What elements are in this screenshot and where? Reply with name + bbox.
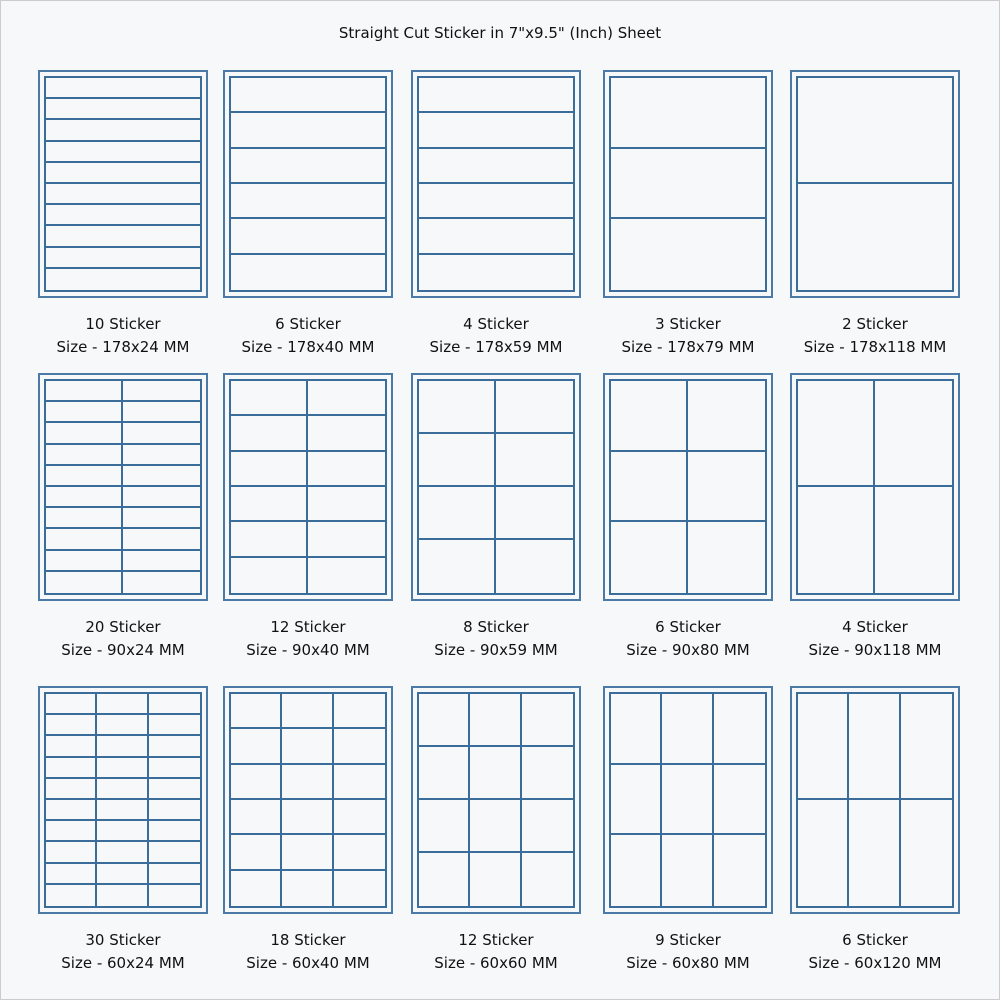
sticker-cell bbox=[46, 466, 123, 487]
sticker-cell bbox=[46, 226, 200, 247]
sticker-cell bbox=[231, 113, 385, 148]
sticker-size: Size - 178x79 MM bbox=[621, 338, 755, 356]
sticker-cell bbox=[46, 821, 97, 842]
sticker-cell bbox=[419, 434, 496, 487]
sheet-grid-lines bbox=[609, 379, 767, 595]
sticker-cell bbox=[231, 487, 308, 522]
sticker-cell bbox=[46, 184, 200, 205]
sticker-sheet bbox=[38, 373, 208, 601]
sticker-cell bbox=[46, 779, 97, 800]
sticker-cell bbox=[334, 835, 385, 870]
sticker-cell bbox=[611, 149, 765, 220]
sticker-cell bbox=[46, 163, 200, 184]
sticker-size: Size - 178x24 MM bbox=[56, 338, 190, 356]
sticker-cell bbox=[611, 835, 662, 906]
sticker-cell bbox=[149, 694, 200, 715]
sheet-label bbox=[396, 313, 596, 359]
sticker-cell bbox=[46, 269, 200, 290]
sticker-sheet bbox=[223, 686, 393, 914]
sticker-count: 4 Sticker bbox=[842, 618, 908, 636]
sticker-cell bbox=[231, 871, 282, 906]
sticker-cell bbox=[611, 452, 688, 523]
sticker-cell bbox=[282, 729, 333, 764]
sticker-count: 6 Sticker bbox=[655, 618, 721, 636]
sticker-cell bbox=[46, 78, 200, 99]
sticker-cell bbox=[849, 694, 900, 800]
sticker-cell bbox=[875, 381, 952, 487]
sticker-size: Size - 178x118 MM bbox=[803, 338, 947, 356]
sticker-cell bbox=[123, 508, 200, 529]
sticker-cell bbox=[231, 381, 308, 416]
sheet-label bbox=[396, 929, 596, 975]
sticker-cell bbox=[46, 715, 97, 736]
sticker-cell bbox=[496, 381, 573, 434]
sticker-cell bbox=[662, 765, 713, 836]
sticker-cell bbox=[46, 736, 97, 757]
sticker-cell bbox=[282, 765, 333, 800]
sticker-size: Size - 60x24 MM bbox=[61, 954, 185, 972]
sticker-cell bbox=[97, 694, 148, 715]
sticker-cell bbox=[419, 255, 573, 290]
sticker-cell bbox=[419, 694, 470, 747]
sheet-label bbox=[396, 616, 596, 662]
sticker-size: Size - 90x59 MM bbox=[434, 641, 558, 659]
sticker-sheet bbox=[38, 70, 208, 298]
sticker-sheet bbox=[223, 70, 393, 298]
sticker-cell bbox=[798, 381, 875, 487]
sticker-cell bbox=[611, 381, 688, 452]
sticker-cell bbox=[419, 853, 470, 906]
sticker-cell bbox=[688, 452, 765, 523]
sticker-count: 20 Sticker bbox=[85, 618, 161, 636]
sheet-grid-lines bbox=[229, 692, 387, 908]
sticker-cell bbox=[231, 452, 308, 487]
sticker-cell bbox=[97, 842, 148, 863]
sticker-cell bbox=[611, 522, 688, 593]
sticker-size: Size - 178x40 MM bbox=[241, 338, 375, 356]
sticker-cell bbox=[798, 800, 849, 906]
sticker-cell bbox=[231, 219, 385, 254]
sticker-sheet bbox=[790, 70, 960, 298]
sticker-sheet bbox=[223, 373, 393, 601]
sticker-cell bbox=[149, 864, 200, 885]
sticker-cell bbox=[688, 522, 765, 593]
sticker-cell bbox=[231, 694, 282, 729]
sticker-cell bbox=[46, 508, 123, 529]
sheet-label bbox=[775, 313, 975, 359]
sticker-count: 8 Sticker bbox=[463, 618, 529, 636]
sticker-sheet bbox=[411, 686, 581, 914]
sheet-label bbox=[588, 616, 788, 662]
sticker-sheet bbox=[603, 373, 773, 601]
sticker-cell bbox=[46, 99, 200, 120]
sticker-sheet bbox=[603, 70, 773, 298]
sticker-cell bbox=[149, 715, 200, 736]
sticker-cell bbox=[123, 551, 200, 572]
sticker-cell bbox=[282, 835, 333, 870]
sticker-cell bbox=[419, 219, 573, 254]
sticker-cell bbox=[308, 416, 385, 451]
sticker-cell bbox=[496, 540, 573, 593]
sticker-cell bbox=[334, 765, 385, 800]
sticker-cell bbox=[282, 800, 333, 835]
sticker-cell bbox=[419, 149, 573, 184]
sticker-count: 9 Sticker bbox=[655, 931, 721, 949]
sheet-grid-lines bbox=[44, 692, 202, 908]
sticker-count: 3 Sticker bbox=[655, 315, 721, 333]
sticker-cell bbox=[470, 694, 521, 747]
sticker-cell bbox=[611, 694, 662, 765]
sticker-cell bbox=[231, 800, 282, 835]
sticker-cell bbox=[334, 694, 385, 729]
sticker-cell bbox=[97, 864, 148, 885]
sticker-cell bbox=[231, 78, 385, 113]
sticker-cell bbox=[334, 800, 385, 835]
sticker-cell bbox=[282, 871, 333, 906]
sheet-grid-lines bbox=[417, 379, 575, 595]
sticker-cell bbox=[46, 381, 123, 402]
sticker-cell bbox=[46, 487, 123, 508]
sticker-cell bbox=[97, 779, 148, 800]
sticker-cell bbox=[522, 800, 573, 853]
sticker-cell bbox=[496, 434, 573, 487]
sticker-cell bbox=[522, 747, 573, 800]
page-title: Straight Cut Sticker in 7"x9.5" (Inch) Sheet bbox=[338, 24, 662, 42]
sticker-cell bbox=[123, 402, 200, 423]
sticker-cell bbox=[688, 381, 765, 452]
sticker-cell bbox=[231, 149, 385, 184]
sticker-cell bbox=[419, 78, 573, 113]
sticker-cell bbox=[419, 800, 470, 853]
sticker-cell bbox=[611, 765, 662, 836]
sticker-cell bbox=[46, 694, 97, 715]
sticker-cell bbox=[714, 765, 765, 836]
sticker-cell bbox=[149, 842, 200, 863]
sticker-count: 4 Sticker bbox=[463, 315, 529, 333]
sticker-count: 12 Sticker bbox=[458, 931, 534, 949]
sheet-grid-lines bbox=[609, 692, 767, 908]
sheet-grid-lines bbox=[796, 692, 954, 908]
sticker-cell bbox=[46, 445, 123, 466]
sticker-cell bbox=[97, 715, 148, 736]
sticker-cell bbox=[231, 765, 282, 800]
sticker-cell bbox=[308, 522, 385, 557]
sticker-cell bbox=[46, 842, 97, 863]
sticker-sheet bbox=[411, 373, 581, 601]
sticker-cell bbox=[231, 184, 385, 219]
sheet-label bbox=[208, 929, 408, 975]
sticker-count: 6 Sticker bbox=[275, 315, 341, 333]
sticker-cell bbox=[46, 120, 200, 141]
sticker-cell bbox=[46, 529, 123, 550]
sticker-size: Size - 60x40 MM bbox=[246, 954, 370, 972]
sticker-cell bbox=[46, 758, 97, 779]
sticker-size: Size - 90x118 MM bbox=[808, 641, 942, 659]
sheet-grid-lines bbox=[229, 76, 387, 292]
sticker-cell bbox=[97, 800, 148, 821]
sticker-cell bbox=[798, 184, 952, 290]
sheet-label bbox=[588, 929, 788, 975]
sticker-cell bbox=[123, 423, 200, 444]
sticker-cell bbox=[231, 255, 385, 290]
sticker-cell bbox=[798, 487, 875, 593]
sticker-count: 2 Sticker bbox=[842, 315, 908, 333]
sheet-label bbox=[208, 313, 408, 359]
sticker-cell bbox=[522, 694, 573, 747]
sticker-cell bbox=[522, 853, 573, 906]
sticker-cell bbox=[46, 864, 97, 885]
sticker-cell bbox=[798, 78, 952, 184]
sticker-cell bbox=[308, 452, 385, 487]
sticker-cell bbox=[611, 78, 765, 149]
sticker-cell bbox=[149, 758, 200, 779]
sticker-cell bbox=[611, 219, 765, 290]
sticker-cell bbox=[419, 540, 496, 593]
sticker-cell bbox=[662, 694, 713, 765]
sticker-cell bbox=[123, 572, 200, 593]
sheet-grid-lines bbox=[417, 692, 575, 908]
sticker-cell bbox=[282, 694, 333, 729]
sticker-count: 30 Sticker bbox=[85, 931, 161, 949]
sheet-grid-lines bbox=[609, 76, 767, 292]
sticker-size: Size - 60x80 MM bbox=[626, 954, 750, 972]
sticker-cell bbox=[308, 381, 385, 416]
sticker-size: Size - 178x59 MM bbox=[429, 338, 563, 356]
sticker-cell bbox=[149, 800, 200, 821]
sheet-grid-lines bbox=[796, 379, 954, 595]
sticker-count: 18 Sticker bbox=[270, 931, 346, 949]
sticker-cell bbox=[149, 885, 200, 906]
sticker-cell bbox=[123, 529, 200, 550]
sheet-label bbox=[775, 929, 975, 975]
sticker-cell bbox=[46, 423, 123, 444]
sheet-grid-lines bbox=[417, 76, 575, 292]
sticker-cell bbox=[149, 736, 200, 757]
sheet-label bbox=[588, 313, 788, 359]
sticker-cell bbox=[123, 381, 200, 402]
sticker-cell bbox=[419, 487, 496, 540]
sticker-cell bbox=[334, 871, 385, 906]
sticker-cell bbox=[46, 142, 200, 163]
sticker-cell bbox=[97, 885, 148, 906]
sticker-size: Size - 90x24 MM bbox=[61, 641, 185, 659]
sticker-sheet bbox=[38, 686, 208, 914]
sticker-cell bbox=[123, 466, 200, 487]
sticker-cell bbox=[308, 558, 385, 593]
sticker-cell bbox=[46, 402, 123, 423]
sticker-cell bbox=[149, 779, 200, 800]
sticker-cell bbox=[419, 747, 470, 800]
sticker-cell bbox=[231, 416, 308, 451]
sticker-cell bbox=[46, 551, 123, 572]
sticker-cell bbox=[46, 248, 200, 269]
sticker-size: Size - 60x60 MM bbox=[434, 954, 558, 972]
sticker-cell bbox=[46, 800, 97, 821]
sticker-cell bbox=[849, 800, 900, 906]
sticker-cell bbox=[419, 381, 496, 434]
sticker-cell bbox=[149, 821, 200, 842]
sticker-cell bbox=[308, 487, 385, 522]
sheet-label bbox=[23, 929, 223, 975]
sticker-cell bbox=[231, 522, 308, 557]
sticker-cell bbox=[901, 800, 952, 906]
sheet-label bbox=[208, 616, 408, 662]
sticker-cell bbox=[419, 184, 573, 219]
sticker-cell bbox=[46, 205, 200, 226]
sheet-label bbox=[775, 616, 975, 662]
sheet-grid-lines bbox=[44, 379, 202, 595]
sticker-cell bbox=[46, 885, 97, 906]
sticker-cell bbox=[470, 800, 521, 853]
sheet-grid-lines bbox=[229, 379, 387, 595]
sheet-grid-lines bbox=[796, 76, 954, 292]
sticker-cell bbox=[875, 487, 952, 593]
sticker-count: 10 Sticker bbox=[85, 315, 161, 333]
sticker-cell bbox=[714, 835, 765, 906]
sticker-cell bbox=[97, 821, 148, 842]
sticker-cell bbox=[798, 694, 849, 800]
sticker-cell bbox=[470, 747, 521, 800]
sticker-size: Size - 90x40 MM bbox=[246, 641, 370, 659]
sticker-sheet bbox=[790, 373, 960, 601]
sticker-count: 12 Sticker bbox=[270, 618, 346, 636]
sticker-cell bbox=[662, 835, 713, 906]
sticker-cell bbox=[97, 736, 148, 757]
sticker-cell bbox=[97, 758, 148, 779]
sticker-sheet bbox=[603, 686, 773, 914]
sticker-sheet bbox=[411, 70, 581, 298]
sticker-cell bbox=[231, 558, 308, 593]
sticker-cell bbox=[496, 487, 573, 540]
sticker-cell bbox=[231, 835, 282, 870]
sticker-cell bbox=[334, 729, 385, 764]
sticker-cell bbox=[123, 487, 200, 508]
sheet-label bbox=[23, 616, 223, 662]
sticker-cell bbox=[419, 113, 573, 148]
sheet-label bbox=[23, 313, 223, 359]
sheet-grid-lines bbox=[44, 76, 202, 292]
sticker-cell bbox=[470, 853, 521, 906]
sticker-cell bbox=[231, 729, 282, 764]
sticker-sheet bbox=[790, 686, 960, 914]
sticker-cell bbox=[46, 572, 123, 593]
sticker-cell bbox=[901, 694, 952, 800]
sticker-count: 6 Sticker bbox=[842, 931, 908, 949]
sticker-cell bbox=[714, 694, 765, 765]
sticker-cell bbox=[123, 445, 200, 466]
sticker-size: Size - 90x80 MM bbox=[626, 641, 750, 659]
sticker-size: Size - 60x120 MM bbox=[808, 954, 942, 972]
